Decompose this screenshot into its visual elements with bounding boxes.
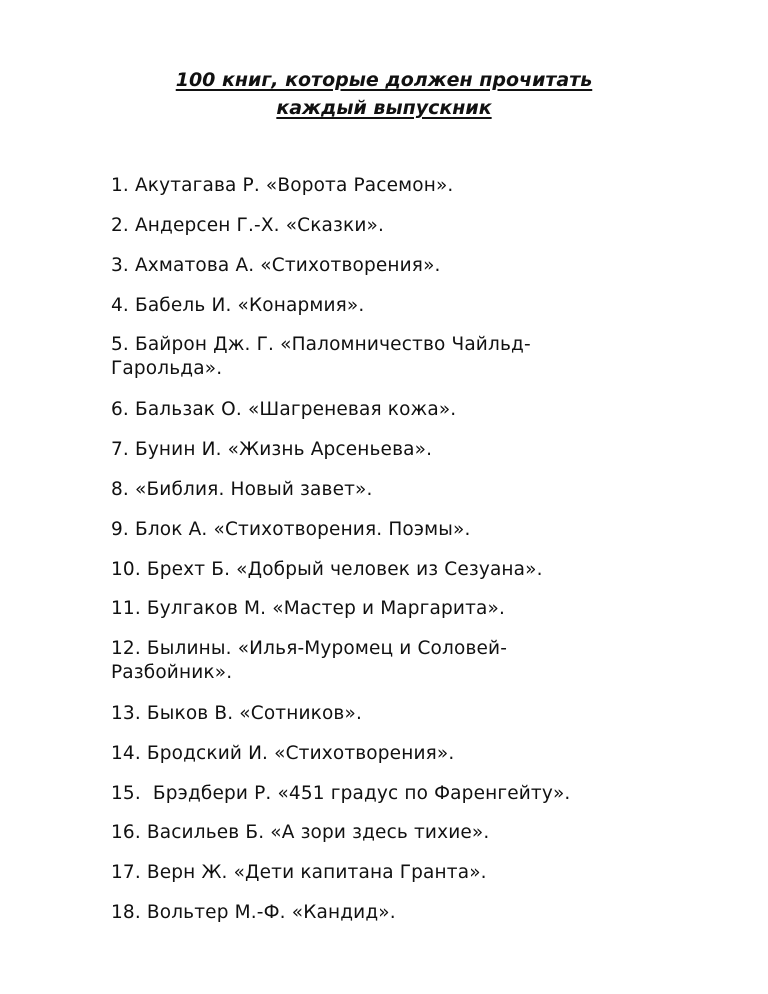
list-item [111,333,671,381]
list-item [111,174,671,198]
book-entry-text: 4. Бабель И. «Конармия». [111,295,365,316]
book-entry-text: 16. Васильев Б. «А зори здесь тихие». [111,822,490,843]
book-entry-text: 14. Бродский И. «Стихотворения». [111,743,455,764]
book-entry-text: 6. Бальзак О. «Шагреневая кожа». [111,399,457,420]
list-item [111,518,671,542]
document-title-line-2: каждый выпускник [276,97,492,119]
list-item [111,821,671,845]
list-item [111,478,671,502]
list-item [111,637,671,685]
list-item [111,398,671,422]
book-entry-text: 17. Верн Ж. «Дети капитана Гранта». [111,862,487,883]
list-item [111,294,671,318]
book-entry-text: 5. Байрон Дж. Г. «Паломничество Чайльд- [111,334,531,355]
book-entry-text: 15. Брэдбери Р. «451 градус по Фаренгейту». [111,783,571,804]
book-entry-text: 7. Бунин И. «Жизнь Арсеньева». [111,439,433,460]
book-entry-text: 12. Былины. «Илья-Муромец и Соловей- [111,638,508,659]
book-entry-text: 2. Андерсен Г.-Х. «Сказки». [111,215,385,236]
book-entry-text: 18. Вольтер М.-Ф. «Кандид». [111,902,396,923]
book-entry-text: 11. Булгаков М. «Мастер и Маргарита». [111,598,506,619]
book-entry-text-continued: Гарольда». [111,358,223,379]
book-entry-text: 13. Быков В. «Сотников». [111,703,362,724]
book-entry-text: 3. Ахматова А. «Стихотворения». [111,255,441,276]
list-item [111,597,671,621]
list-item [111,558,671,582]
document-title-line-1: 100 книг, которые должен прочитать [175,69,593,91]
list-item [111,214,671,238]
list-item [111,861,671,885]
book-entry-text: 8. «Библия. Новый завет». [111,479,373,500]
book-entry-text: 1. Акутагава Р. «Ворота Расемон». [111,175,454,196]
list-item [111,254,671,278]
list-item [111,438,671,462]
book-entry-text: 9. Блок А. «Стихотворения. Поэмы». [111,519,471,540]
book-entry-text: 10. Брехт Б. «Добрый человек из Сезуана». [111,559,543,580]
list-item [111,702,671,726]
book-entry-text-continued: Разбойник». [111,662,233,683]
list-item [111,901,671,925]
list-item [111,742,671,766]
list-item [111,782,671,806]
